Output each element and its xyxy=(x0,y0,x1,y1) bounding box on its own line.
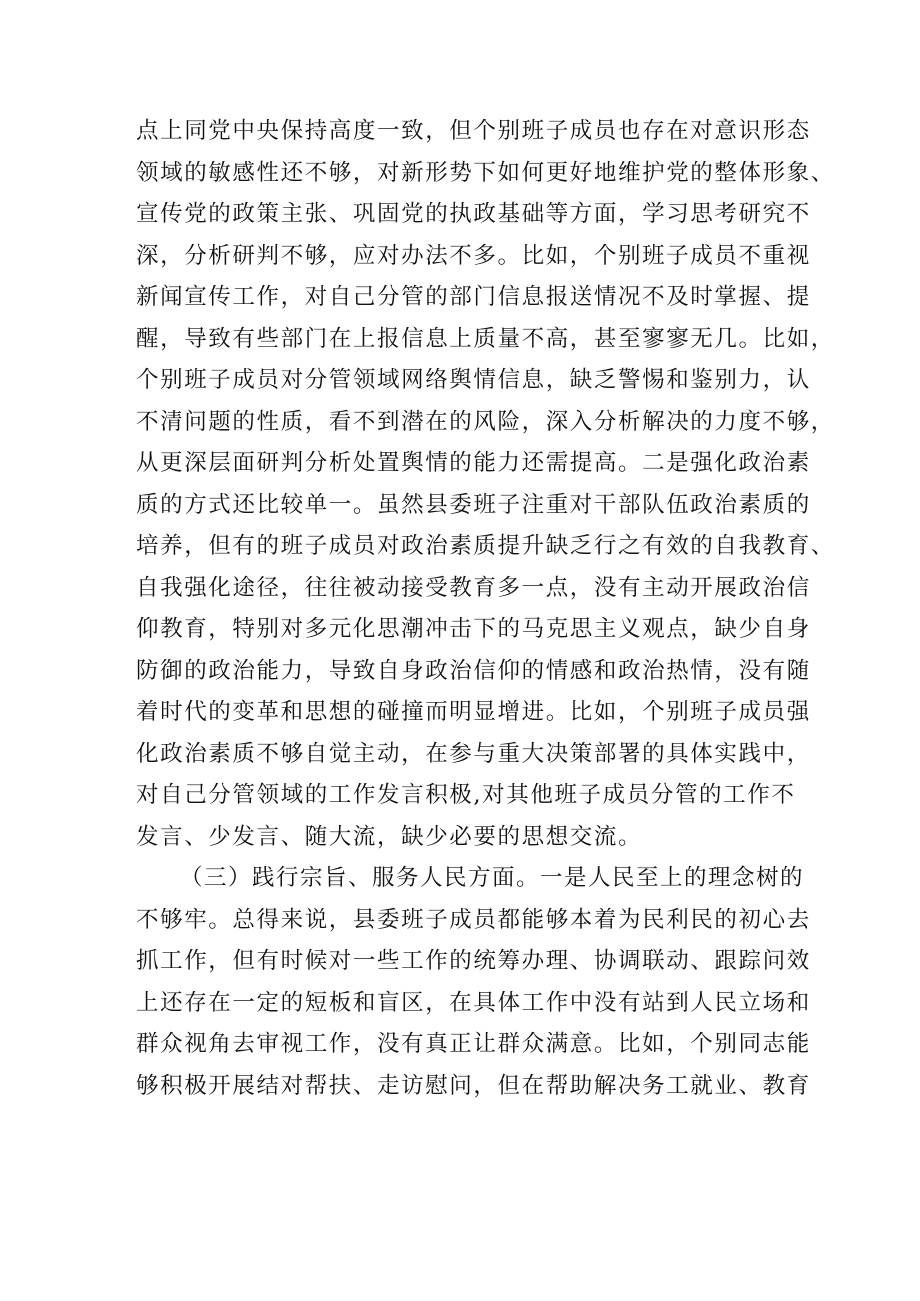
text-line: 质的方式还比较单一。虽然县委班子注重对干部队伍政治素质的 xyxy=(136,491,811,518)
text-line: 化政治素质不够自觉主动，在参与重大决策部署的具体实践中， xyxy=(136,740,811,767)
text-line: 深，分析研判不够，应对办法不多。比如，个别班子成员不重视 xyxy=(136,242,811,269)
text-line: 领域的敏感性还不够，对新形势下如何更好地维护党的整体形象、 xyxy=(136,159,835,186)
text-line: 发言、少发言、随大流，缺少必要的思想交流。 xyxy=(136,823,643,850)
text-line: 新闻宣传工作，对自己分管的部门信息报送情况不及时掌握、提 xyxy=(136,284,811,310)
text-line: 点上同党中央保持高度一致，但个别班子成员也存在对意识形态 xyxy=(136,118,811,144)
text-line: 仰教育，特别对多元化思潮冲击下的马克思主义观点，缺少自身 xyxy=(136,616,811,642)
text-line: 群众视角去审视工作，没有真正让群众满意。比如，个别同志能 xyxy=(136,1031,811,1057)
text-line: 从更深层面研判分析处置舆情的能力还需提高。二是强化政治素 xyxy=(136,450,811,476)
text-line: 不清问题的性质，看不到潜在的风险，深入分析解决的力度不够， xyxy=(136,408,835,435)
text-line: 醒，导致有些部门在上报信息上质量不高，甚至寥寥无几。比如， xyxy=(136,325,835,352)
text-line: 自我强化途径，往往被动接受教育多一点，没有主动开展政治信 xyxy=(136,574,811,601)
text-line: 抓工作，但有时候对一些工作的统筹办理、协调联动、跟踪问效 xyxy=(136,948,811,974)
text-line: 上还存在一定的短板和盲区，在具体工作中没有站到人民立场和 xyxy=(136,989,811,1016)
body-text xyxy=(136,111,835,1107)
text-line: 培养，但有的班子成员对政治素质提升缺乏行之有效的自我教育、 xyxy=(136,533,835,559)
text-line: 够积极开展结对帮扶、走访慰问，但在帮助解决务工就业、教育 xyxy=(136,1072,811,1099)
text-line: 着时代的变革和思想的碰撞而明显增进。比如，个别班子成员强 xyxy=(136,699,811,725)
text-line: 对自己分管领域的工作发言积极,对其他班子成员分管的工作不 xyxy=(136,782,796,808)
text-line: 个别班子成员对分管领域网络舆情信息，缺乏警惕和鉴别力，认 xyxy=(136,367,811,393)
text-line: 防御的政治能力，导致自身政治信仰的情感和政治热情，没有随 xyxy=(136,657,811,684)
text-line: 不够牢。总得来说，县委班子成员都能够本着为民利民的初心去 xyxy=(136,906,811,933)
section-heading-line: （三）践行宗旨、服务人民方面。一是人民至上的理念树的 xyxy=(180,865,805,891)
text-line: 宣传党的政策主张、巩固党的执政基础等方面，学习思考研究不 xyxy=(136,201,811,227)
